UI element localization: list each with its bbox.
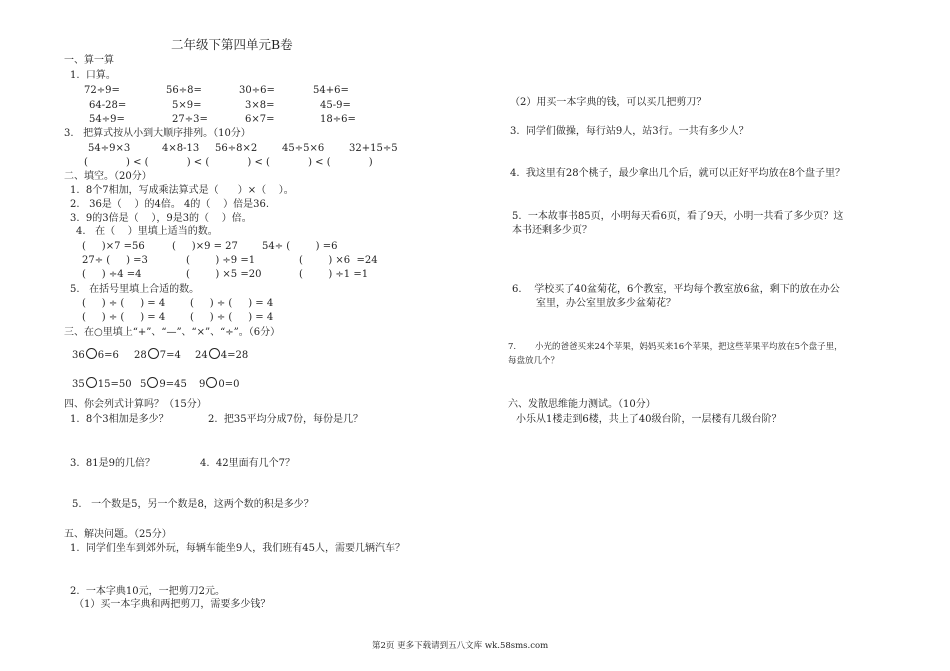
operand-left: 24 [195, 350, 208, 361]
operator-item [195, 348, 248, 362]
problem-6-line-2: 室里，办公室里放多少盆菊花？ [536, 298, 676, 309]
fill-question-1: 1. 8个7相加，写成乘法算式是（ ）×（ ）。 [70, 185, 294, 196]
fill-question-4: 4. 在（ ）里填上适当的数。 [76, 226, 218, 237]
oral-calc-r2c1: 27÷3= [172, 114, 208, 125]
oral-calc-r2c3: 18÷6= [320, 114, 356, 125]
fill-question-2: 2. 36是（ ）的4倍。 4的（ ）倍是36. [70, 199, 270, 210]
oral-calc-r1c3: 45-9= [320, 100, 351, 111]
oral-calc-r2c2: 6×7= [245, 114, 275, 125]
problem-7-line-1: 7. 小光的爸爸买来24个苹果，妈妈买来16个苹果，把这些苹果平均放在5个盘子里， [508, 342, 843, 352]
order-expr-4: 45÷5×6 [282, 143, 325, 154]
paren-blank-r0c0: ( ) ÷ ( ) = 4 [82, 298, 166, 309]
operand-left: 28 [134, 350, 147, 361]
fill-blank-r2c0: ( ) ÷4 =4 [82, 269, 142, 280]
operand-right: 6=6 [97, 350, 119, 361]
fill-blank-r0c2: 54÷ ( ) =6 [262, 241, 338, 252]
paren-blank-r0c1: ( ) ÷ ( ) = 4 [190, 298, 274, 309]
operator-circle[interactable] [209, 348, 220, 359]
fill-blank-r1c1: ( ) ÷9 =1 [186, 255, 256, 266]
section-3-heading: 三、在○里填上“+”、“—”、“×”、“÷”。（6分） [64, 327, 281, 338]
fill-blank-r1c2: ( ) ×6 =24 [299, 255, 378, 266]
operand-right: 9=45 [159, 379, 187, 390]
problem-2-part-1: （1）买一本字典和两把剪刀，需要多少钱？ [74, 599, 271, 610]
oral-calc-r1c0: 64-28= [89, 100, 127, 111]
operand-left: 5 [140, 379, 147, 390]
question-oral-calc: 1. 口算。 [70, 70, 116, 81]
calc-question-3: 3. 81是9的几倍？ [70, 458, 155, 469]
fill-blank-r0c0: ( )×7 =56 [82, 241, 145, 252]
fill-blank-r2c2: ( ) ÷1 =1 [299, 269, 369, 280]
order-answer-slots: ( ) < ( ) < ( ) < ( ) < ( ) [84, 157, 373, 168]
fill-question-3: 3. 9的3倍是（ ），9是3的（ ）倍。 [70, 213, 252, 224]
problem-5-line-1: 5. 一本故事书85页，小明每天看6页，看了9天，小明一共看了多少页？这 [512, 211, 844, 222]
problem-2: 2. 一本字典10元，一把剪刀2元。 [70, 586, 225, 597]
fill-blank-r2c1: ( ) ×5 =20 [186, 269, 262, 280]
section-2-heading: 二、填空。（20分） [64, 171, 152, 182]
operator-item [72, 377, 132, 391]
calc-question-2: 2. 把35平均分成7份，每份是几？ [208, 414, 363, 425]
oral-calc-r0c1: 56÷8= [166, 85, 202, 96]
paren-blank-r1c0: ( ) ÷ ( ) = 4 [82, 312, 166, 323]
order-expr-1: 54÷9×3 [88, 143, 131, 154]
section-5-heading: 五、解决问题。（25分） [64, 529, 172, 540]
problem-4: 4. 我这里有28个桃子，最少拿出几个后，就可以正好平均放在8个盘子里？ [510, 168, 845, 179]
operator-circle[interactable] [147, 377, 158, 388]
oral-calc-r0c3: 54+6= [313, 85, 349, 96]
question-ordering: 3. 把算式按从小到大顺序排列。（10分） [64, 128, 251, 139]
order-expr-2: 4×8-13 [162, 143, 200, 154]
operand-right: 4=28 [220, 350, 249, 361]
paren-blank-r1c1: ( ) ÷ ( ) = 4 [190, 312, 274, 323]
paper-title: 二年级下第四单元B卷 [171, 37, 293, 52]
operator-circle[interactable] [206, 377, 217, 388]
calc-question-4: 4. 42里面有几个7？ [200, 458, 295, 469]
operand-right: 15=50 [97, 379, 132, 390]
order-expr-3: 56÷8×2 [215, 143, 258, 154]
section-6-heading: 六、发散思维能力测试。（10分） [508, 399, 656, 410]
thinking-question: 小乐从1楼走到6楼，共上了40级台阶，一层楼有几级台阶？ [516, 414, 782, 425]
oral-calc-r2c0: 54÷9= [89, 114, 125, 125]
problem-1: 1. 同学们坐车到郊外玩，每辆车能坐9人，我们班有45人，需要几辆汽车？ [70, 543, 405, 554]
oral-calc-r0c2: 30÷6= [239, 85, 275, 96]
operator-item [72, 348, 119, 362]
operator-circle[interactable] [148, 348, 159, 359]
oral-calc-r1c1: 5×9= [172, 100, 202, 111]
operand-right: 0=0 [218, 379, 240, 390]
problem-7-line-2: 每盘放几个？ [508, 356, 560, 366]
fill-question-5: 5. 在括号里填上合适的数。 [70, 284, 200, 295]
operand-left: 9 [199, 379, 206, 390]
oral-calc-r0c0: 72÷9= [84, 85, 120, 96]
problem-5-line-2: 本书还剩多少页？ [512, 225, 592, 236]
calc-question-1: 1. 8个3相加是多少？ [70, 414, 169, 425]
operator-circle[interactable] [86, 348, 97, 359]
operator-item [134, 348, 181, 362]
section-4-heading: 四、你会列式计算吗？（15分） [64, 399, 207, 410]
operand-left: 36 [72, 350, 85, 361]
fill-blank-r1c0: 27÷ ( ) =3 [82, 255, 148, 266]
operator-circle[interactable] [86, 377, 97, 388]
calc-question-5: 5. 一个数是5，另一个数是8，这两个数的积是多少？ [72, 499, 314, 510]
oral-calc-r1c2: 3×8= [245, 100, 275, 111]
operator-item [199, 377, 239, 391]
page-footer: 第2页 更多下载请到五八文库 wk.58sms.com [372, 641, 549, 651]
problem-2-part-2: （2）用买一本字典的钱，可以买几把剪刀？ [510, 97, 707, 108]
problem-6-line-1: 6. 学校买了40盆菊花，6个教室，平均每个教室放6盆，剩下的放在办公 [512, 284, 840, 295]
operand-left: 35 [72, 379, 85, 390]
fill-blank-r0c1: ( )×9 = 27 [172, 241, 238, 252]
section-1-heading: 一、算一算 [64, 55, 114, 66]
order-expr-5: 32+15÷5 [349, 143, 398, 154]
problem-3: 3. 同学们做操，每行站9人，站3行。一共有多少人？ [510, 126, 749, 137]
operand-right: 7=4 [159, 350, 181, 361]
operator-item [140, 377, 187, 391]
